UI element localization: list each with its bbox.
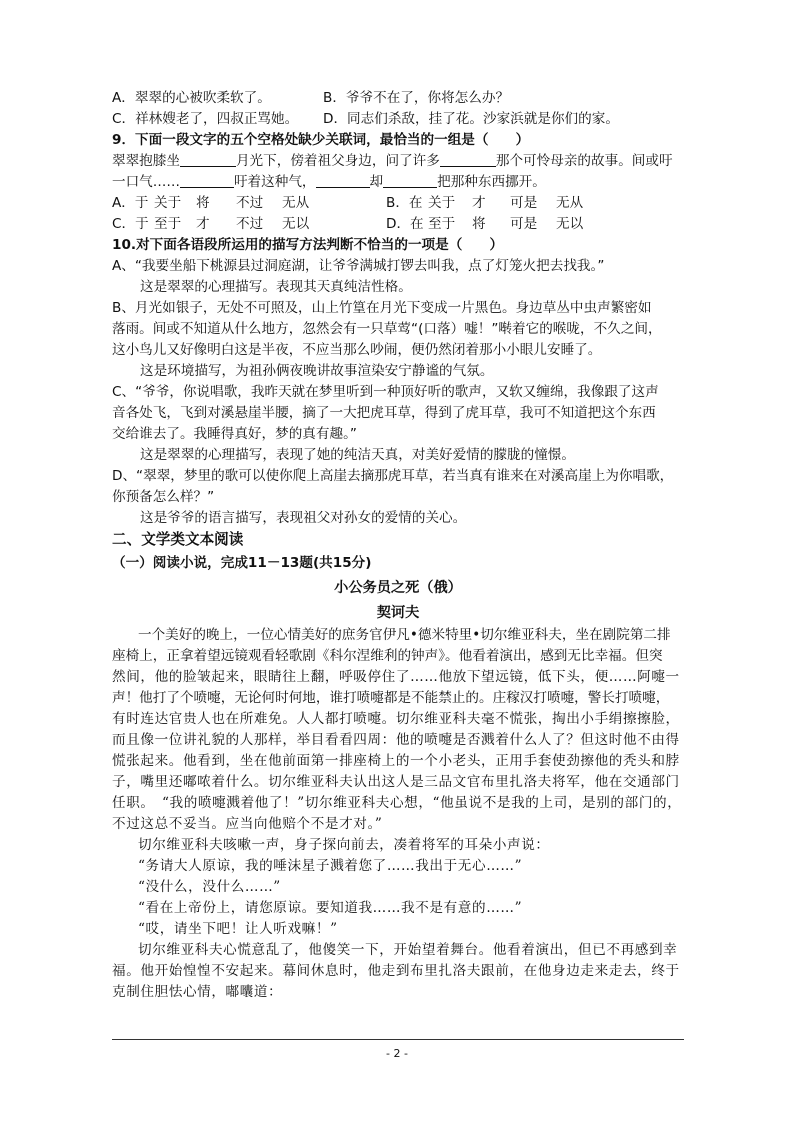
q9-text: 却: [369, 174, 384, 190]
q9-a-4: 不过: [236, 195, 264, 211]
story-line: 而且像一位讲礼貌的人那样，举目看看四周：他的喷嚏是否溅着什么人了？但这时他不由得: [112, 732, 680, 748]
story-line: 然间，他的脸皱起来，眼睛往上翻，呼吸停住了……他放下望远镜，低下头，便……阿嚏一: [112, 669, 680, 685]
q10-b-line-1: B、月光如银子，无处不可照及，山上竹篁在月光下变成一片黑色。身边草丛中虫声繁密如: [112, 300, 652, 316]
q10-c-line-3: 交给谁去了。我睡得真好，梦的真有趣。”: [112, 426, 357, 442]
q9-d-4: 可是: [510, 216, 538, 232]
blank: [316, 173, 370, 188]
q9-passage-line-2: [112, 172, 684, 193]
q10-a-line-1: A、“我要坐船下桃源县过洞庭湖，让爷爷满城打锣去叫我，点了灯笼火把去找我。”: [112, 258, 605, 274]
q10-stem: 10.对下面各语段所运用的描写方法判断不恰当的一项是（ ）: [112, 237, 504, 253]
q8-row-ab: [112, 88, 684, 109]
q9-a-3: 将: [196, 195, 210, 211]
q10-d-line-2: 你预备怎么样？”: [112, 489, 215, 505]
subsection-heading: （一）阅读小说，完成11－13题(共15分): [112, 555, 372, 571]
q9-d-3: 将: [472, 216, 486, 232]
story-author: 契诃夫: [376, 605, 420, 621]
section-heading: 二、文学类文本阅读: [112, 531, 244, 548]
q8-option-c: C．祥林嫂老了，四叔正骂她。: [112, 111, 299, 127]
story-line: 不过这总不妥当。应当向他赔个不是才对。”: [112, 816, 383, 832]
q8-option-a: A．翠翠的心被吹柔软了。: [112, 90, 271, 106]
story-line: “哎，请坐下吧！让人听戏嘛！”: [138, 921, 338, 937]
story-title: 小公务员之死（俄）: [334, 580, 462, 596]
q9-row-ab: [112, 193, 684, 214]
q9-b-1: B．在: [386, 195, 423, 211]
story-line: 座椅上，正拿着望远镜观看轻歌剧《科尔涅维利的钟声》。他看着演出，感到无比幸福。但突: [112, 648, 663, 664]
q9-a-5: 无从: [282, 195, 310, 211]
q9-passage-line-1: [112, 151, 684, 172]
page-number: - 2 -: [386, 1047, 408, 1060]
q9-stem: 9．下面一段文字的五个空格处缺少关联词，最恰当的一组是（ ）: [112, 132, 530, 148]
q9-c-3: 才: [196, 216, 210, 232]
q9-text: 翠翠抱膝坐: [112, 153, 180, 169]
q10-c-line-1: C、“爷爷，你说唱歌，我昨天就在梦里听到一种顶好听的歌声，又软又缠绵，我像跟了这声: [112, 384, 659, 400]
q9-text: 吁着这种气，: [233, 174, 316, 190]
blank: [180, 152, 236, 167]
story-line: 任职。 “我的喷嚏溅着他了！”切尔维亚科夫心想，“他虽说不是我的上司，是别的部门的，: [112, 795, 682, 811]
q9-d-2: 至于: [428, 216, 456, 232]
q9-b-3: 才: [472, 195, 486, 211]
blank: [440, 152, 496, 167]
story-line: 切尔维亚科夫心慌意乱了，他傻笑一下，开始望着舞台。他看着演出，但已不再感到幸: [138, 942, 678, 958]
footer-divider: [112, 1039, 684, 1040]
story-line: 福。他开始惶惶不安起来。幕间休息时，他走到布里扎洛夫跟前，在他身边走来走去，终于: [112, 963, 680, 979]
story-line: “没什么，没什么……”: [138, 879, 281, 895]
q9-a-1: A．于: [112, 195, 149, 211]
story-line: 子，嘴里还嘟哝着什么。切尔维亚科夫认出这人是三品文官布里扎洛夫将军，他在交通部门: [112, 774, 680, 790]
story-line: 克制住胆怯心情，嘟囔道：: [112, 984, 283, 1000]
q9-b-4: 可是: [510, 195, 538, 211]
q10-b-line-3: 这小鸟儿又好像明白这是半夜，不应当那么吵闹，便仍然闭着那小小眼儿安睡了。: [112, 342, 602, 358]
story-line: “务请大人原谅，我的唾沫星子溅着您了……我出于无心……”: [138, 858, 523, 874]
q9-c-5: 无以: [282, 216, 310, 232]
q10-d-analysis: 这是爷爷的语言描写，表现祖父对孙女的爱情的关心。: [140, 510, 467, 526]
q9-text: 那个可怜母亲的故事。间或吁: [495, 153, 673, 169]
q9-d-5: 无以: [556, 216, 584, 232]
q10-c-line-2: 音各处飞，飞到对溪悬崖半腰，摘了一大把虎耳草，得到了虎耳草，我可不知道把这个东西: [112, 405, 656, 421]
blank: [180, 173, 234, 188]
q9-b-5: 无从: [556, 195, 584, 211]
q10-b-analysis: 这是环境描写，为祖孙俩夜晚讲故事渲染安宁静谧的气氛。: [140, 363, 494, 379]
story-line: 一个美好的晚上，一位心情美好的庶务官伊凡•德米特里•切尔维亚科夫，坐在剧院第二排: [138, 627, 671, 643]
story-line: 声！他打了个喷嚏，无论何时何地，谁打喷嚏都是不能禁止的。庄稼汉打喷嚏，警长打喷嚏，: [112, 690, 670, 706]
q9-row-cd: [112, 214, 684, 235]
story-line: 慌张起来。他看到，坐在他前面第一排座椅上的一个小老头，正用手套使劲擦他的秃头和脖: [112, 753, 680, 769]
q10-c-analysis: 这是翠翠的心理描写，表现了她的纯洁天真，对美好爱情的朦胧的憧憬。: [140, 447, 575, 463]
q10-b-line-2: 落雨。间或不知道从什么地方，忽然会有一只草莺“(口落）嘘！”啭着它的喉咙，不久之间，: [112, 321, 662, 337]
q8-option-b: B．爷爷不在了，你将怎么办？: [323, 90, 510, 106]
q9-a-2: 关于: [154, 195, 182, 211]
q8-row-cd: [112, 109, 684, 130]
q9-text: 把那种东西挪开。: [437, 174, 546, 190]
q10-d-line-1: D、“翠翠，梦里的歌可以使你爬上高崖去摘那虎耳草，若当真有谁来在对溪高崖上为你唱歌，: [112, 468, 674, 484]
q9-d-1: D．在: [386, 216, 424, 232]
q9-text: 月光下，傍着祖父身边，问了许多: [235, 153, 440, 169]
q8-option-d: D．同志们杀敌，挂了花。沙家浜就是你们的家。: [323, 111, 619, 127]
q9-c-2: 至于: [154, 216, 182, 232]
q9-c-4: 不过: [236, 216, 264, 232]
q9-text: 一口气……: [112, 174, 180, 190]
q9-c-1: C．于: [112, 216, 149, 232]
blank: [383, 173, 437, 188]
page-body: [112, 88, 684, 1003]
q9-b-2: 关于: [428, 195, 456, 211]
q10-a-analysis: 这是翠翠的心理描写。表现其天真纯洁性格。: [140, 279, 412, 295]
story-line: 有时连达官贵人也在所难免。人人都打喷嚏。切尔维亚科夫毫不慌张，掏出小手绢擦擦脸，: [112, 711, 680, 727]
story-line: 切尔维亚科夫咳嗽一声，身子探向前去，凑着将军的耳朵小声说：: [138, 837, 550, 853]
story-body: [112, 625, 684, 1003]
story-line: “看在上帝份上，请您原谅。要知道我……我不是有意的……”: [138, 900, 523, 916]
